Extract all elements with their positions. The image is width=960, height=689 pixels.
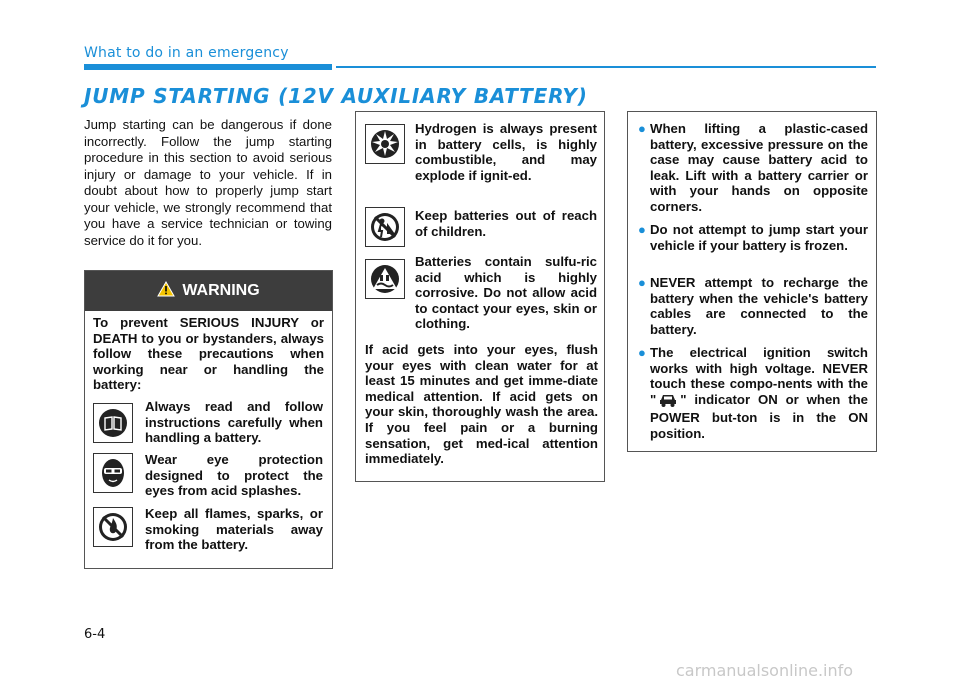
- bullet-text: Do not attempt to jump start your vehicle if your battery is frozen.: [650, 222, 868, 253]
- intro-paragraph: Jump starting can be dangerous if done incorrectly. Follow the jump starting procedure in this section to avoid serious injury or damage to your vehicle. If in doubt about how to properly jump start your vehicle, we strongly recommend that you have a service technician or towing service do it for you.: [84, 117, 332, 248]
- list-item: [638, 121, 868, 215]
- battery-hazards-box: [355, 111, 605, 482]
- bullet-icon: ●: [638, 222, 646, 237]
- bullet-text: [650, 345, 868, 442]
- bullet-text-part: " indicator ON or when the POWER but-ton is in the ON position.: [650, 391, 868, 441]
- list-item: [638, 345, 868, 442]
- corrosive-acid-icon: [365, 259, 405, 299]
- acid-first-aid-paragraph: If acid gets into your eyes, flush your eyes with clean water for at least 15 minutes and get imme-diate medical attention. If acid gets on your skin, thoroughly wash the area. If you feel pain or a burning sensation, get med-ical attention immediately.: [365, 342, 598, 467]
- ready-car-icon: [658, 393, 678, 411]
- bullet-icon: ●: [638, 121, 646, 136]
- no-flame-icon: [93, 507, 133, 547]
- section-header: What to do in an emergency: [84, 45, 289, 61]
- hazard-item-text: Batteries contain sulfu-ric acid which is highly corrosive. Do not allow acid to contact your eyes, skin or clothing.: [415, 254, 597, 332]
- warning-item-text: Wear eye protection designed to protect the eyes from acid splashes.: [145, 452, 323, 499]
- manual-book-icon: [93, 403, 133, 443]
- warning-triangle-icon: [157, 281, 175, 302]
- bullet-text: NEVER attempt to recharge the battery when the vehicle's battery cables are connected to the battery.: [650, 275, 868, 337]
- warning-header: [85, 271, 332, 311]
- bullet-icon: ●: [638, 275, 646, 290]
- page-number: 6-4: [84, 627, 106, 642]
- page-title: JUMP STARTING (12V AUXILIARY BATTERY): [84, 84, 588, 108]
- list-item: [638, 275, 868, 337]
- hazard-item-text: Hydrogen is always present in battery cells, is highly combustible, and may explode if ignit-ed.: [415, 121, 597, 183]
- warning-label: WARNING: [182, 282, 260, 299]
- list-item: [638, 222, 868, 253]
- warning-item-text: Always read and follow instructions carefully when handling a battery.: [145, 399, 323, 446]
- hazard-item-text: Keep batteries out of reach of children.: [415, 208, 597, 239]
- warning-lead: To prevent SERIOUS INJURY or DEATH to you or bystanders, always follow these precautions when working near or handling the battery:: [93, 315, 324, 393]
- keep-away-children-icon: [365, 207, 405, 247]
- bullet-text-part: The electrical ignition switch works with high voltage. NEVER touch these compo-nents with the ": [650, 345, 868, 407]
- bullet-text: When lifting a plastic-cased battery, excessive pressure on the case may cause battery acid to leak. Lift with a battery carrier or with your hands on opposite corners.: [650, 121, 868, 214]
- precautions-box: [627, 111, 877, 452]
- explosion-icon: [365, 124, 405, 164]
- eye-protection-icon: [93, 453, 133, 493]
- bullet-icon: ●: [638, 345, 646, 360]
- warning-item-text: Keep all flames, sparks, or smoking materials away from the battery.: [145, 506, 323, 553]
- warning-box: [84, 270, 333, 569]
- watermark: carmanualsonline.info: [676, 661, 854, 680]
- header-bar: [84, 64, 332, 70]
- header-rule: [336, 66, 876, 68]
